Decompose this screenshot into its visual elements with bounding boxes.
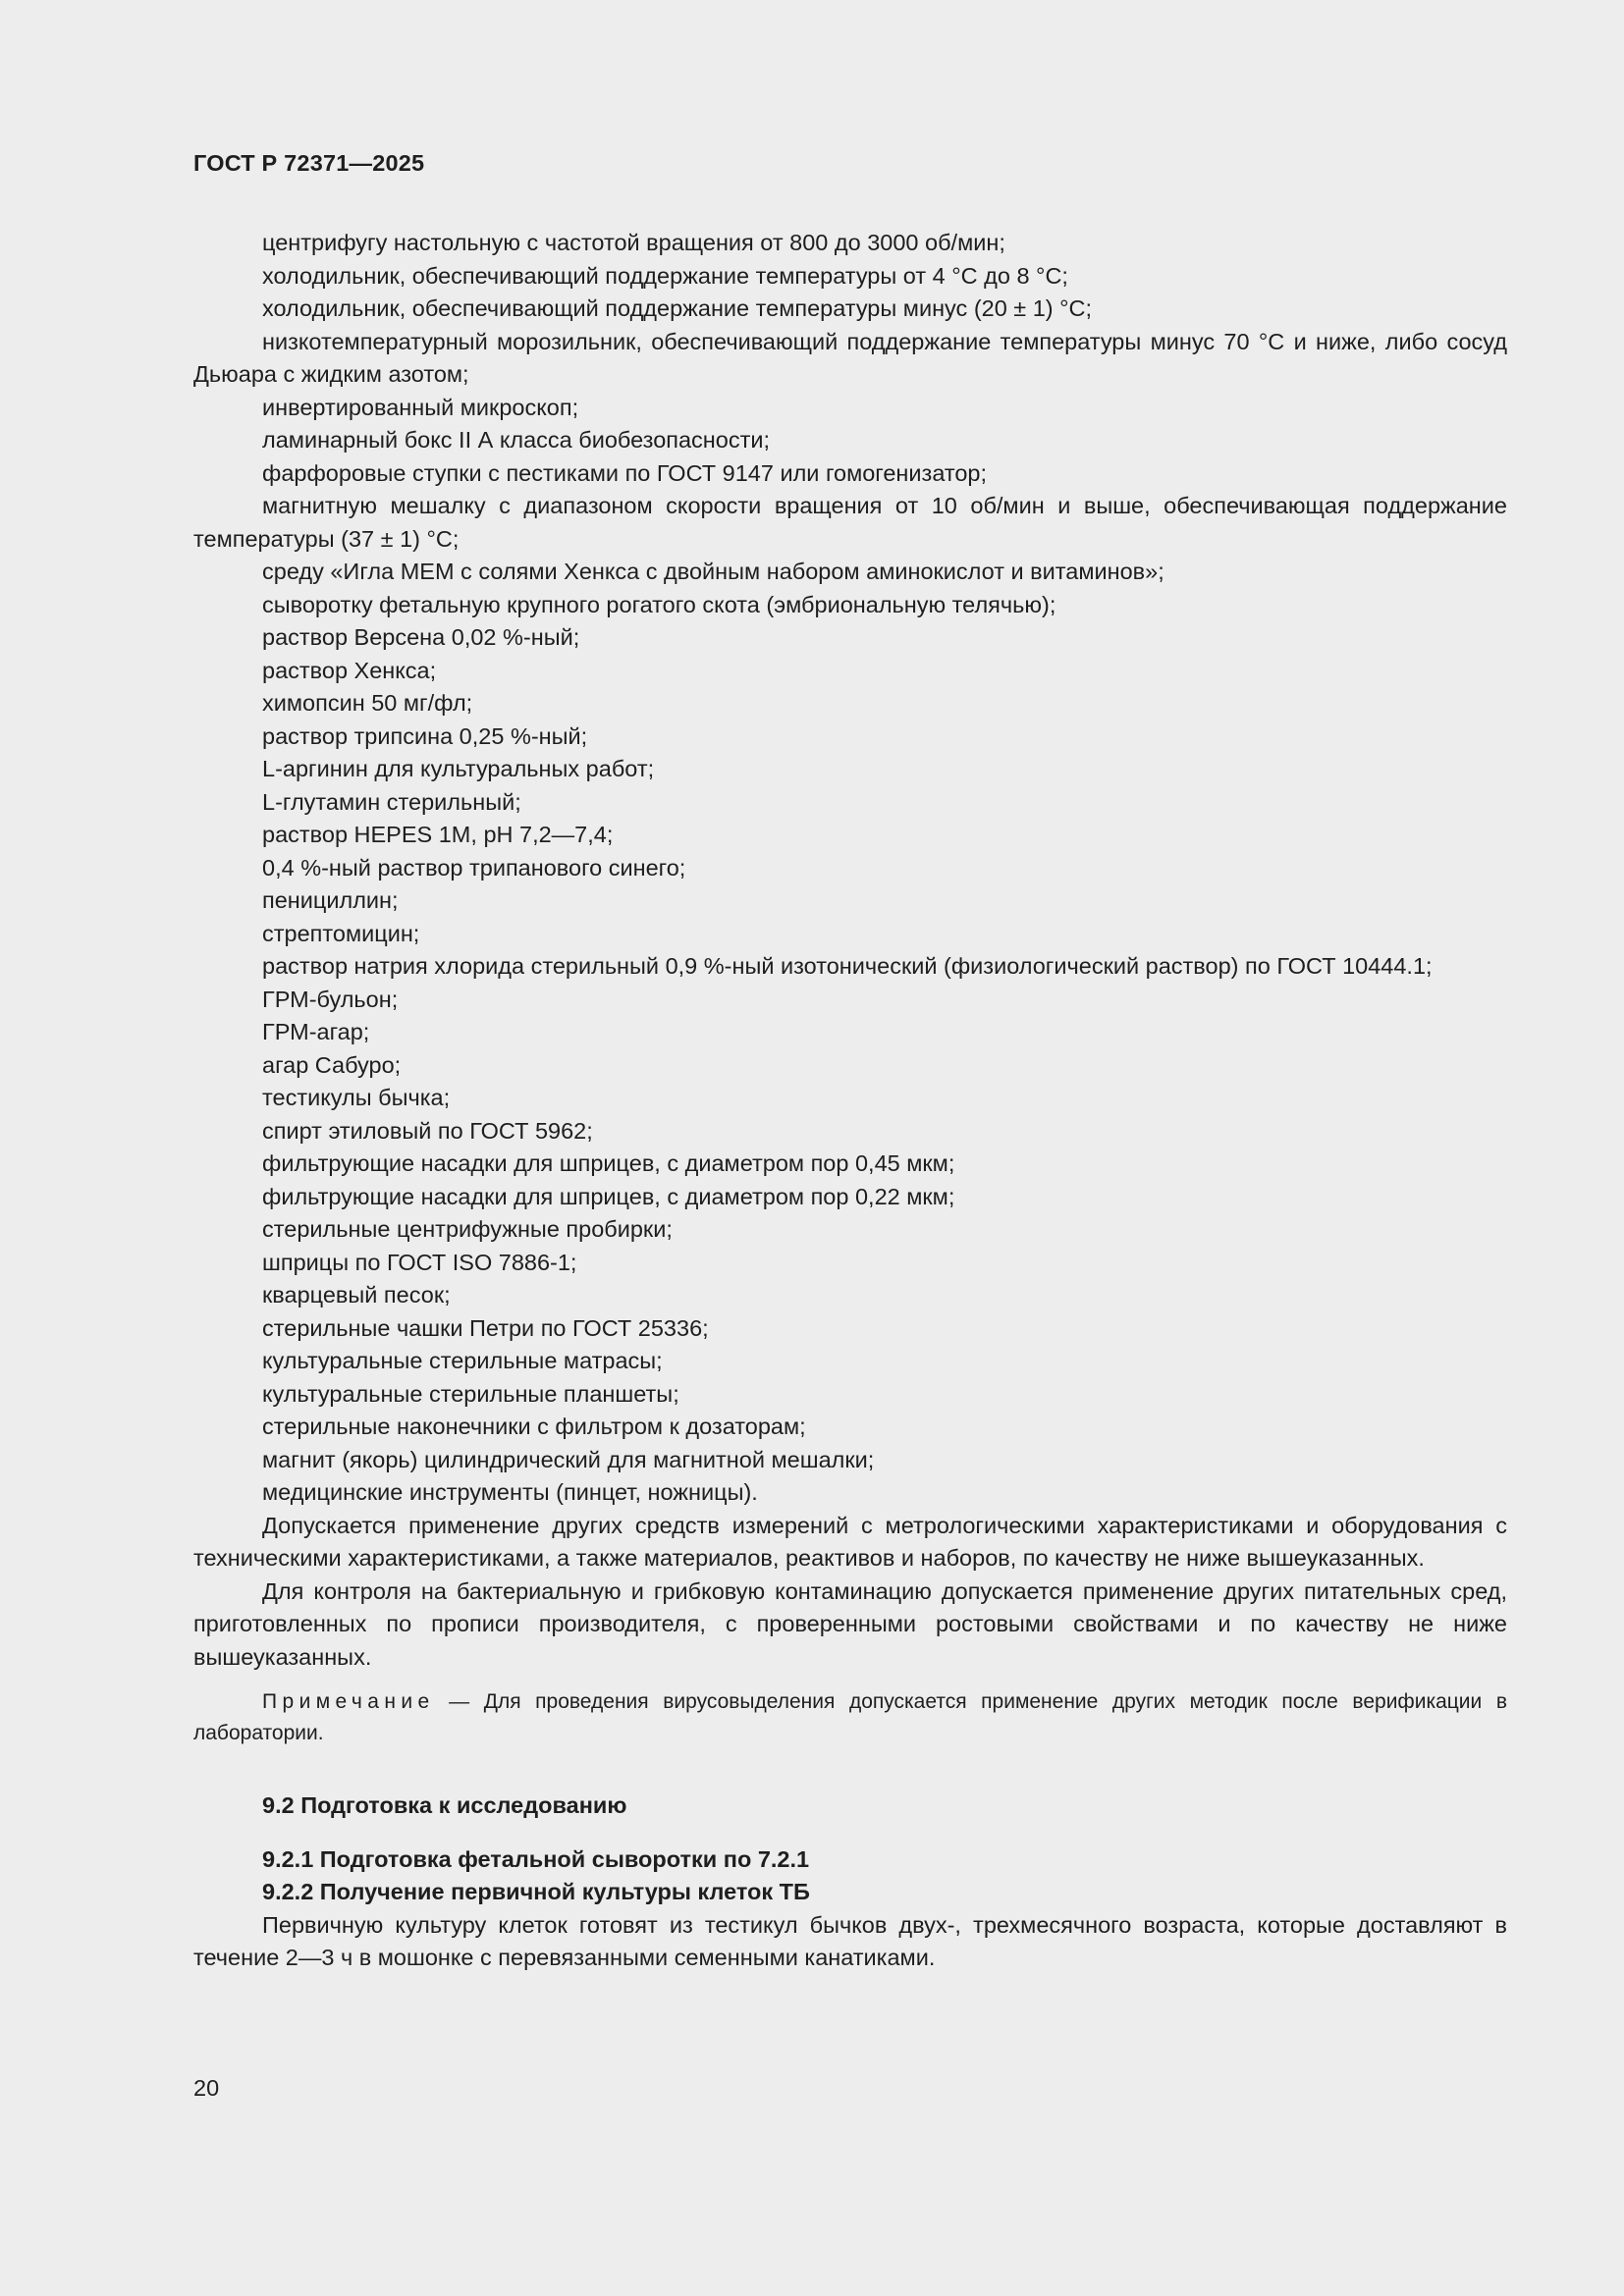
list-item: агар Сабуро;	[262, 1051, 402, 1078]
list-item: низкотемпературный морозильник, обеспечивающий поддержание температуры минус 70 °С и ниже, либо сосуд Дьюара с жидким азотом;	[193, 328, 1507, 387]
list-item: ГРМ-бульон;	[262, 986, 399, 1012]
list-item: холодильник, обеспечивающий поддержание температуры минус (20 ± 1) °С;	[262, 295, 1093, 321]
list-item: центрифугу настольную с частотой вращения от 800 до 3000 об/мин;	[262, 230, 1005, 255]
list-item: культуральные стерильные планшеты;	[262, 1380, 679, 1407]
list-item: раствор HEPES 1M, pH 7,2—7,4;	[262, 822, 614, 847]
list-item: L-аргинин для культуральных работ;	[262, 756, 655, 781]
list-item: спирт этиловый по ГОСТ 5962;	[262, 1117, 593, 1144]
list-item: холодильник, обеспечивающий поддержание температуры от 4 °С до 8 °С;	[262, 262, 1068, 289]
list-item: фарфоровые ступки с пестиками по ГОСТ 9147 или гомогенизатор;	[262, 459, 988, 486]
list-item: L-глутамин стерильный;	[262, 788, 521, 815]
subsection-heading-9-2-2: 9.2.2 Получение первичной культуры клеток ТБ	[262, 1879, 810, 1904]
document-body	[193, 227, 1507, 1975]
list-item: среду «Игла МЕМ с солями Хенкса с двойным набором аминокислот и витаминов»;	[262, 559, 1164, 584]
list-item: стрептомицин;	[262, 920, 420, 946]
list-item: тестикулы бычка;	[262, 1085, 451, 1110]
paragraph-alternative-media: Для контроля на бактериальную и грибковую контаминацию допускается применение других питательных сред, приготовленных по прописи производителя, с проверенными ростовыми свойствами и по качеству не ниже вышеуказанных.	[193, 1577, 1507, 1670]
list-item: раствор Версена 0,02 %-ный;	[262, 624, 580, 650]
list-item: магнитную мешалку с диапазоном скорости вращения от 10 об/мин и выше, обеспечивающая поддержание температуры (37 ± 1) °С;	[193, 493, 1507, 552]
list-item: раствор Хенкса;	[262, 657, 437, 683]
note-text: Для проведения вирусовыделения допускается применение других методик после верификации в лаборатории.	[193, 1690, 1507, 1744]
list-item: химопсин 50 мг/фл;	[262, 690, 473, 716]
note-label: Примечание	[262, 1690, 435, 1713]
list-item: медицинские инструменты (пинцет, ножницы).	[262, 1479, 758, 1505]
equipment-list	[193, 227, 1507, 1510]
list-item: кварцевый песок;	[262, 1282, 451, 1308]
list-item: культуральные стерильные матрасы;	[262, 1348, 663, 1373]
page-number: 20	[193, 2075, 220, 2101]
list-item: раствор натрия хлорида стерильный 0,9 %-ный изотонический (физиологический раствор) по ГОСТ 10444.1;	[262, 953, 1433, 979]
document-number: ГОСТ Р 72371—2025	[193, 150, 425, 176]
section-heading-9-2: 9.2 Подготовка к исследованию	[262, 1792, 627, 1818]
list-item: фильтрующие насадки для шприцев, с диаметром пор 0,22 мкм;	[262, 1183, 955, 1209]
note	[193, 1686, 1507, 1749]
list-item: фильтрующие насадки для шприцев, с диаметром пор 0,45 мкм;	[262, 1150, 955, 1176]
paragraph-primary-culture: Первичную культуру клеток готовят из тестикул бычков двух-, трехмесячного возраста, которые доставляют в течение 2—3 ч в мошонке с перевязанными семенными канатиками.	[193, 1911, 1507, 1970]
document-header	[193, 150, 424, 177]
list-item: стерильные наконечники с фильтром к дозаторам;	[262, 1414, 806, 1439]
list-item: стерильные центрифужные пробирки;	[262, 1216, 673, 1242]
list-item: инвертированный микроскоп;	[262, 394, 579, 420]
list-item: ламинарный бокс II А класса биобезопасности;	[262, 427, 771, 453]
list-item: сыворотку фетальную крупного рогатого скота (эмбриональную телячью);	[262, 591, 1056, 617]
list-item: 0,4 %-ный раствор трипанового синего;	[262, 854, 686, 881]
paragraph-alternative-equipment: Допускается применение других средств измерений с метрологическими характеристиками и оборудования с техническими характеристиками, а также материалов, реактивов и наборов, по качеству не ниже вышеуказанных.	[193, 1512, 1507, 1571]
list-item: раствор трипсина 0,25 %-ный;	[262, 722, 588, 749]
list-item: шприцы по ГОСТ ISO 7886-1;	[262, 1249, 577, 1275]
note-dash: —	[434, 1690, 484, 1713]
list-item: магнит (якорь) цилиндрический для магнитной мешалки;	[262, 1446, 875, 1472]
list-item: стерильные чашки Петри по ГОСТ 25336;	[262, 1314, 709, 1341]
list-item: ГРМ-агар;	[262, 1019, 370, 1044]
list-item: пенициллин;	[262, 887, 399, 913]
subsection-heading-9-2-1: 9.2.1 Подготовка фетальной сыворотки по 7.2.1	[262, 1845, 810, 1872]
